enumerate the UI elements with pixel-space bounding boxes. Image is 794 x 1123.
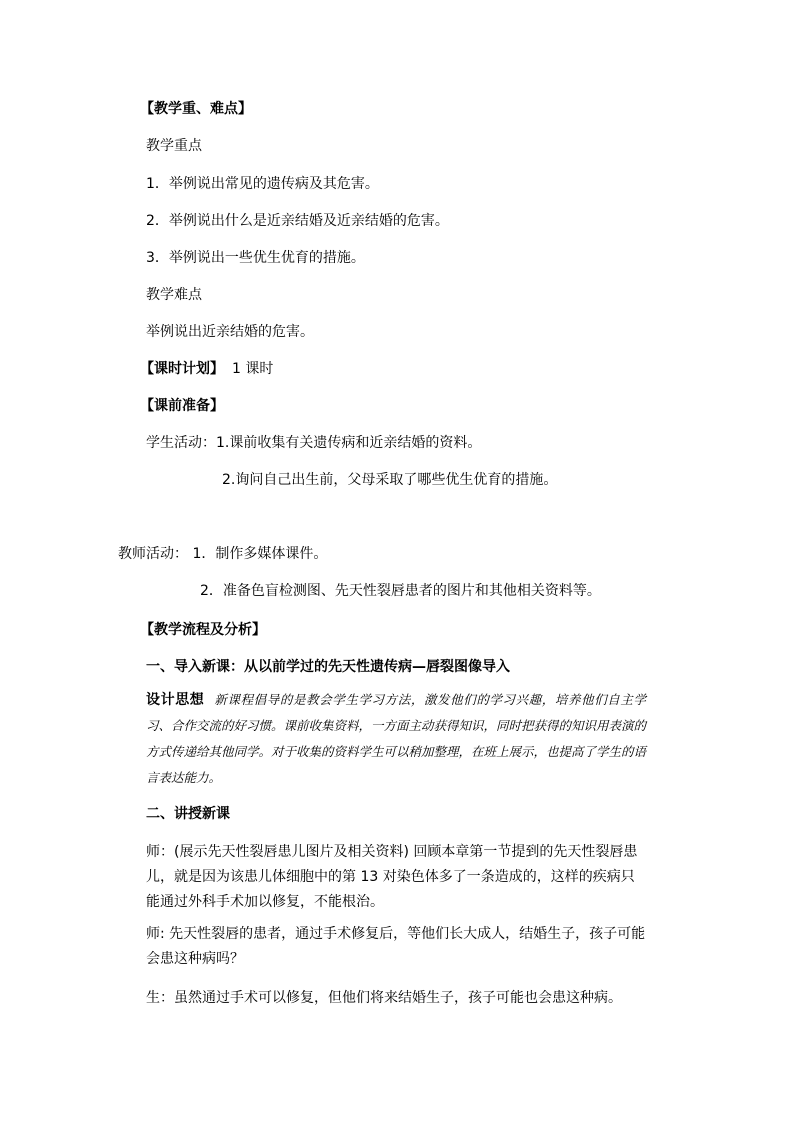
student-activity-line-1: 学生活动：1.课前收集有关遗传病和近亲结婚的资料。 (146, 435, 482, 451)
intro-section-heading: 一、导入新课：从以前学过的先天性遗传病—唇裂图像导入 (146, 659, 510, 675)
design-idea-paragraph (146, 687, 646, 791)
dialog-student-1: 生：虽然通过手术可以修复，但他们将来结婚生子，孩子可能也会患这种病。 (146, 990, 622, 1006)
lecture-section-heading: 二、讲授新课 (146, 806, 230, 822)
key-point-item-2: 2．举例说出什么是近亲结婚及近亲结婚的危害。 (146, 213, 449, 229)
dialog-teacher-1: 师：(展示先天性裂唇患儿图片及相关资料) 回顾本章第一节提到的先天性裂唇患儿，就是因为该患儿体细胞中的第 13 对染色体多了一条造成的，这样的疾病只能通过外科手术加以修复，不能根治。 (146, 844, 638, 910)
dialog-teacher-2: 师: 先天性裂唇的患者，通过手术修复后，等他们长大成人，结婚生子，孩子可能会患这种病吗？ (146, 926, 646, 967)
lesson-plan-heading: 【课时计划】 (140, 361, 224, 377)
key-point-item-1: 1．举例说出常见的遗传病及其危害。 (146, 176, 379, 192)
difficult-point-item: 举例说出近亲结婚的危害。 (146, 324, 314, 340)
key-point-item-3: 3．举例说出一些优生优育的措施。 (146, 250, 365, 266)
difficult-points-label: 教学难点 (146, 287, 202, 303)
design-idea-text: 新课程倡导的是教会学生学习方法，激发他们的学习兴趣，培养他们自主学习、合作交流的好习惯。课前收集资料，一方面主动获得知识，同时把获得的知识用表演的方式传递给其他同学。对于收集的资料学生可以稍加整理，在班上展示，也提高了学生的语言表达能力。 (146, 692, 647, 785)
lesson-plan-row (140, 360, 273, 378)
teaching-flow-heading: 【教学流程及分析】 (140, 622, 266, 638)
preparation-heading: 【课前准备】 (140, 398, 224, 414)
teacher-activity-line-2: 2．准备色盲检测图、先天性裂唇患者的图片和其他相关资料等。 (200, 583, 601, 599)
design-idea-label: 设计思想 (146, 692, 205, 708)
student-activity-line-2: 2.询问自己出生前，父母采取了哪些优生优育的措施。 (222, 472, 558, 488)
lesson-plan-value: 1 课时 (232, 361, 274, 377)
key-points-heading: 【教学重、难点】 (140, 101, 252, 117)
key-points-label: 教学重点 (146, 138, 202, 154)
teacher-activity-line-1: 教师活动： 1．制作多媒体课件。 (118, 546, 328, 562)
